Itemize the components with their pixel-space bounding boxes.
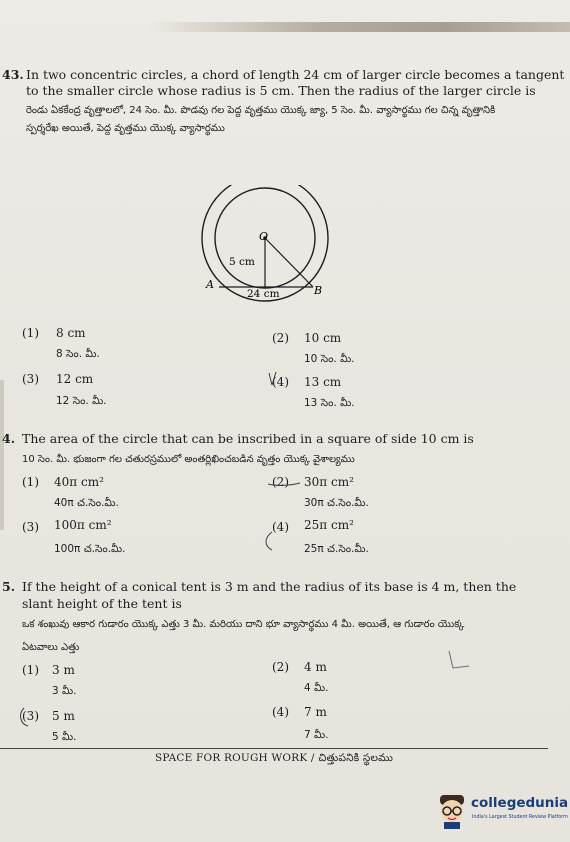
- option-2-number[interactable]: (2): [272, 660, 289, 674]
- option-1-telugu: 40π చ.సెం.మీ.: [54, 497, 119, 509]
- binding-margin: [0, 380, 4, 530]
- question-number: 4.: [2, 431, 16, 446]
- footer-divider: [0, 748, 548, 749]
- option-1-telugu: 8 సెం. మీ.: [56, 348, 100, 360]
- circle-mark: [18, 706, 40, 728]
- mascot-icon: [436, 793, 468, 829]
- tick-mark: [266, 370, 284, 388]
- label-radius: 5 cm: [229, 256, 255, 268]
- option-4-telugu: 25π చ.సెం.మీ.: [304, 543, 369, 555]
- label-a: A: [206, 278, 214, 291]
- option-3-value[interactable]: 12 cm: [56, 372, 94, 386]
- option-1-number[interactable]: (1): [22, 475, 39, 489]
- option-1-telugu: 3 మీ.: [52, 685, 77, 697]
- option-2-telugu: 4 మీ.: [304, 682, 329, 694]
- label-center: O: [259, 230, 269, 243]
- option-2-value[interactable]: 10 cm: [304, 331, 342, 345]
- logo-text: collegedunia: [471, 795, 569, 811]
- option-1-number[interactable]: (1): [22, 326, 39, 340]
- option-4-value[interactable]: 13 cm: [304, 375, 342, 389]
- question-text-te-line2: ఏటవాలు ఎత్తు: [22, 642, 80, 653]
- rough-work-label: SPACE FOR ROUGH WORK / చిత్తుపనికి స్థలము: [154, 752, 394, 764]
- option-2-telugu: 30π చ.సెం.మీ.: [304, 497, 369, 509]
- option-3-telugu: 100π చ.సెం.మీ.: [54, 543, 126, 555]
- question-text-en-line1: If the height of a conical tent is 3 m and the radius of its base is 4 m, then the: [22, 579, 517, 594]
- option-3-value[interactable]: 5 m: [52, 709, 75, 723]
- label-chord: 24 cm: [247, 288, 280, 300]
- option-3-number[interactable]: (3): [22, 709, 39, 723]
- question-text-en-line2: slant height of the tent is: [22, 596, 182, 611]
- option-2-number[interactable]: (2): [272, 331, 289, 345]
- option-4-number[interactable]: (4): [272, 520, 289, 534]
- label-b: B: [314, 284, 323, 297]
- question-number: 5.: [2, 579, 16, 594]
- question-text-te-line2: స్పర్శరేఖ అయితే, పెద్ద వృత్తము యొక్క వ్యాసార్థము: [26, 123, 225, 134]
- option-3-number[interactable]: (3): [22, 372, 39, 386]
- question-text-te-line1: 10 సెం. మీ. భుజంగా గల చతురస్రములో అంతర్లిఖించబడిన వృత్తం యొక్క వైశాల్యము: [22, 454, 355, 465]
- top-edge-shadow: [150, 22, 570, 32]
- option-4-value[interactable]: 25π cm²: [304, 518, 354, 532]
- collegedunia-logo: [436, 793, 569, 831]
- question-number: 43.: [2, 67, 24, 82]
- option-2-value[interactable]: 4 m: [304, 660, 327, 674]
- option-2-value[interactable]: 30π cm²: [304, 475, 354, 489]
- question-text-te-line1: ఒక శంఖువు ఆకార గుడారం యొక్క ఎత్తు 3 మీ. మరియు దాని భూ వ్యాసార్థము 4 మీ. అయితే, ఆ గుడారం యొక్క: [22, 619, 465, 630]
- pencil-scribble: [445, 648, 473, 674]
- option-3-telugu: 12 సెం. మీ.: [56, 395, 107, 407]
- question-text-en-line1: In two concentric circles, a chord of length 24 cm of larger circle becomes a tangent: [26, 67, 565, 82]
- option-1-value[interactable]: 8 cm: [56, 326, 86, 340]
- logo-tagline: India's Largest Student Review Platform: [472, 815, 568, 820]
- option-2-telugu: 10 సెం. మీ.: [304, 353, 355, 365]
- option-4-number[interactable]: (4): [272, 705, 289, 719]
- option-3-number[interactable]: (3): [22, 520, 39, 534]
- question-text-te-line1: రెండు ఏకకేంద్ర వృత్తాలలో, 24 సెం. మీ. పొడవు గల పెద్ద వృత్తము యొక్క జ్యా, 5 సెం. మీ. వ్యాసార్థము గల చిన్న వృత్తానికి: [26, 105, 496, 116]
- option-1-value[interactable]: 3 m: [52, 663, 75, 677]
- curve-mark: [262, 530, 276, 552]
- concentric-circles-diagram: [195, 185, 340, 315]
- question-text-en-line2: to the smaller circle whose radius is 5 cm. Then the radius of the larger circle is: [26, 83, 536, 98]
- radius-ob: [265, 238, 313, 287]
- option-4-value[interactable]: 7 m: [304, 705, 327, 719]
- option-2-number[interactable]: (2): [272, 475, 289, 489]
- option-3-telugu: 5 మీ.: [52, 731, 77, 743]
- option-1-value[interactable]: 40π cm²: [54, 475, 104, 489]
- strike-mark: [266, 472, 302, 492]
- option-4-telugu: 7 మీ.: [304, 729, 329, 741]
- question-text-en-line1: The area of the circle that can be inscribed in a square of side 10 cm is: [22, 431, 474, 446]
- option-1-number[interactable]: (1): [22, 663, 39, 677]
- option-4-number[interactable]: (4): [272, 375, 289, 389]
- option-3-value[interactable]: 100π cm²: [54, 518, 112, 532]
- option-4-telugu: 13 సెం. మీ.: [304, 397, 355, 409]
